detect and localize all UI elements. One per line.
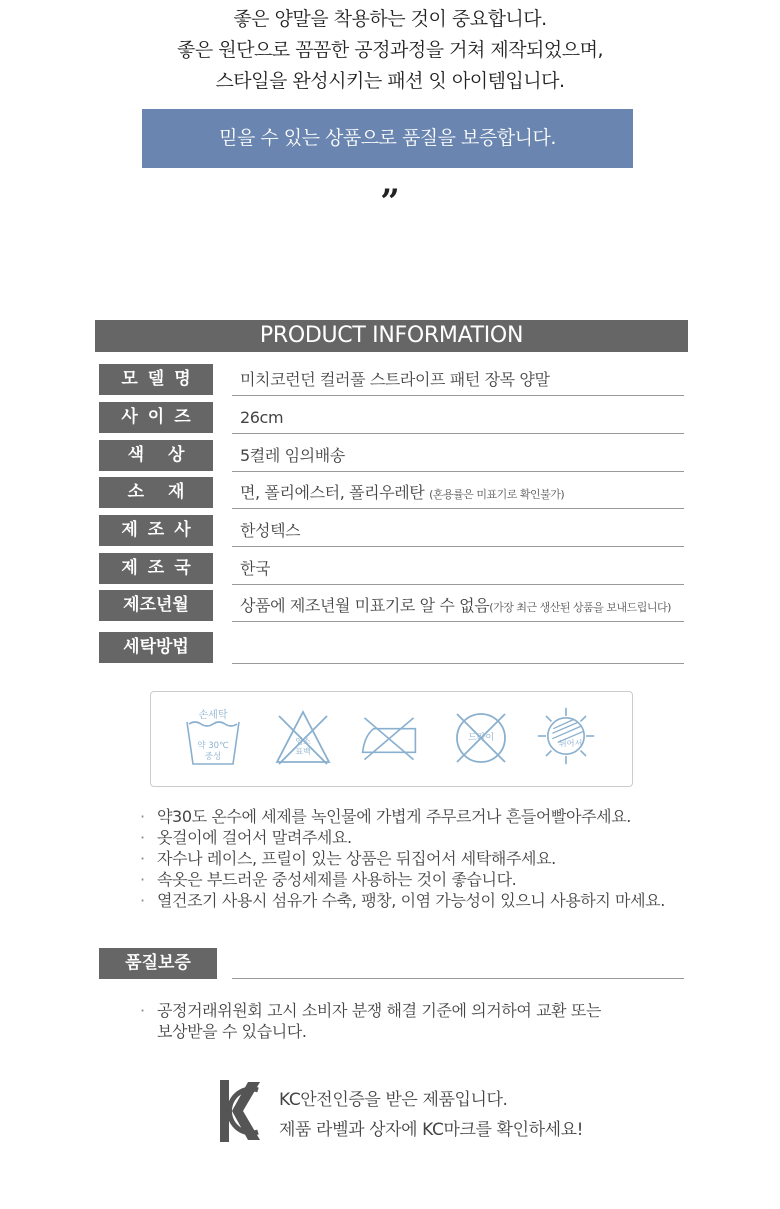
info-value: 상품에 제조년월 미표기로 알 수 없음(가장 최근 생산된 상품을 보내드립니다) <box>232 590 684 622</box>
info-row-color <box>99 440 684 472</box>
intro-line: 스타일을 완성시키는 패션 잇 아이템입니다. <box>215 70 565 92</box>
svg-text:표백: 표백 <box>295 747 311 756</box>
shade-dry-icon <box>536 706 596 766</box>
intro-line: 좋은 원단으로 꼼꼼한 공정과정을 거쳐 제작되었으며, <box>176 39 604 61</box>
info-note: (혼용률은 미표기로 확인불가) <box>429 488 565 501</box>
info-value: 한국 <box>232 553 684 585</box>
no-bleach-icon <box>273 706 333 766</box>
kc-line: 제품 라벨과 상자에 KC마크를 확인하세요! <box>279 1120 584 1140</box>
info-label: 제조국 <box>99 553 213 584</box>
kc-mark-icon <box>218 1078 262 1144</box>
quality-line: 보상받을 수 있습니다. <box>157 1022 307 1041</box>
info-value <box>232 632 684 664</box>
kc-line: KC안전인증을 받은 제품입니다. <box>279 1090 508 1110</box>
info-label: 소재 <box>99 477 213 508</box>
info-row-date <box>99 590 684 622</box>
quality-text <box>140 1000 601 1042</box>
info-label: 사이즈 <box>99 402 213 433</box>
list-item: · 자수나 레이스, 프릴이 있는 상품은 뒤집어서 세탁해주세요. <box>140 848 665 869</box>
svg-text:드라이: 드라이 <box>467 733 495 743</box>
svg-text:손세탁: 손세탁 <box>198 710 228 721</box>
info-value: 면, 폴리에스터, 폴리우레탄 (혼용률은 미표기로 확인불가) <box>232 477 684 509</box>
product-info-header: PRODUCT INFORMATION <box>95 320 688 352</box>
info-label: 모델명 <box>99 364 213 395</box>
quality-banner: 믿을 수 있는 상품으로 품질을 보증합니다. <box>142 109 633 168</box>
svg-text:약 30℃: 약 30℃ <box>197 741 229 751</box>
info-value: 5켤레 임의배송 <box>232 440 684 472</box>
info-label: 제조년월 <box>99 590 213 621</box>
no-dry-clean-icon <box>451 706 511 766</box>
closing-quote-icon: ” <box>380 182 400 222</box>
no-iron-icon <box>359 706 419 766</box>
info-row-material <box>99 477 684 509</box>
info-label: 제조사 <box>99 515 213 546</box>
info-value: 26cm <box>232 402 684 434</box>
quality-line: · 공정거래위원회 고시 소비자 분쟁 해결 기준에 의거하여 교환 또는 <box>157 1001 602 1020</box>
list-item: · 열건조기 사용시 섬유가 수축, 팽창, 이염 가능성이 있으니 사용하지 마세요. <box>140 890 665 911</box>
info-row-size <box>99 402 684 434</box>
info-value: 한성텍스 <box>232 515 684 547</box>
info-label: 세탁방법 <box>99 632 213 663</box>
svg-text:염소: 염소 <box>295 737 311 746</box>
list-item: · 약30도 온수에 세제를 녹인물에 가볍게 주무르거나 흔들어빨아주세요. <box>140 806 665 827</box>
kc-text <box>279 1085 583 1145</box>
wash-notes-list <box>140 806 665 911</box>
info-note: (가장 최근 생산된 상품을 보내드립니다) <box>489 601 671 614</box>
hand-wash-icon <box>183 706 243 766</box>
wash-symbols-box <box>150 691 633 787</box>
quality-label: 품질보증 <box>99 948 217 979</box>
info-label: 색상 <box>99 440 213 471</box>
info-value: 미치코런던 컬러풀 스트라이프 패턴 장목 양말 <box>232 364 684 396</box>
list-item: · 옷걸이에 걸어서 말려주세요. <box>140 827 665 848</box>
info-row-washing <box>99 632 684 664</box>
intro-text <box>0 4 780 97</box>
intro-line: 좋은 양말을 착용하는 것이 중요합니다. <box>233 8 547 30</box>
divider <box>232 978 684 979</box>
list-item: · 속옷은 부드러운 중성세제를 사용하는 것이 좋습니다. <box>140 869 665 890</box>
info-row-manufacturer <box>99 515 684 547</box>
svg-text:중성: 중성 <box>204 752 222 762</box>
info-row-country <box>99 553 684 585</box>
info-row-model <box>99 364 684 396</box>
quality-row <box>99 948 684 980</box>
svg-text:뉘어서: 뉘어서 <box>558 738 583 748</box>
